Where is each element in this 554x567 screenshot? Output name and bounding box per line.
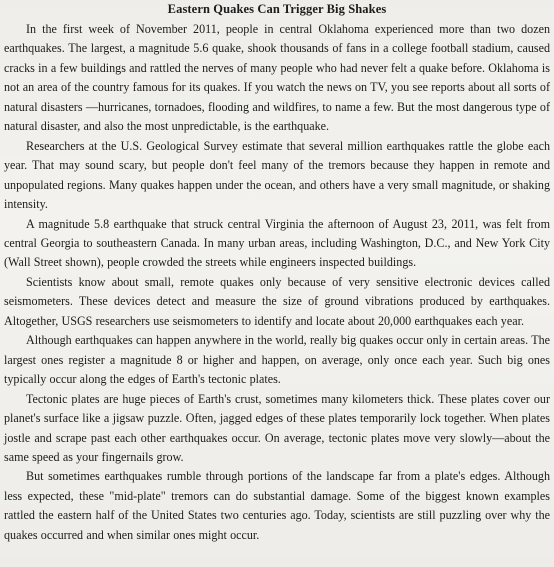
paragraph-big-quakes: Although earthquakes can happen anywhere in the world, really big quakes occur only in certain areas. The largest ones register a magnitude 8 or higher and happen, on average, only once each year. Such big ones typically occur along the edges of Earth's tectonic plates. bbox=[4, 333, 550, 387]
article-title: Eastern Quakes Can Trigger Big Shakes bbox=[167, 2, 387, 16]
paragraph-oklahoma-quakes: In the first week of November 2011, people in central Oklahoma experienced more than two dozen earthquakes. The largest, a magnitude 5.6 quake, shook thousands of fans in a college football stadium, caused cracks in a few buildings and rattled the nerves of many people who had never felt a quake before. Oklahoma is not an area of the country famous for its quakes. If you watch the news on TV, you see reports about all sorts of natural disasters —hurricanes, tornadoes, flooding and wildfires, to name a few. But the most dangerous type of natural disaster, and also the most unpredictable, is the earthquake. bbox=[4, 22, 550, 134]
paragraph-seismometers: Scientists know about small, remote quakes only because of very sensitive electronic devices called seismometers. These devices detect and measure the size of ground vibrations produced by earthquakes. Altogether, USGS researchers use seismometers to identify and locate about 20,000 earthquakes each year. bbox=[4, 274, 550, 328]
paragraph-virginia-quake: A magnitude 5.8 earthquake that struck central Virginia the afternoon of August 23, 2011, was felt from central Georgia to southeastern Canada. In many urban areas, including Washington, D.C., and New York City (Wall Street shown), people crowded the streets while engineers inspected buildings. bbox=[4, 216, 550, 270]
paragraph-tectonic-plates: Tectonic plates are huge pieces of Earth's crust, sometimes many kilometers thick. These plates cover our planet's surface like a jigsaw puzzle. Often, jagged edges of these plates temporarily lock together. When plates jostle and scrape past each other earthquakes occur. On average, tectonic plates move very slowly—about the same speed as your fingernails grow. bbox=[4, 391, 550, 464]
paragraph-usgs-estimate: Researchers at the U.S. Geological Survey estimate that several million earthquakes rattle the globe each year. That may sound scary, but people don't feel many of the tremors because they happen in remote and unpopulated regions. Many quakes happen under the ocean, and others have a very small magnitude, or shaking intensity. bbox=[4, 138, 550, 212]
paragraph-mid-plate-tremors: But sometimes earthquakes rumble through portions of the landscape far from a plate's edges. Although less expected, these "mid-plate" tremors can do substantial damage. Some of the biggest known examples rattled the eastern half of the United States two centuries ago. Today, scientists are still puzzling over why the quakes occurred and when similar ones might occur. bbox=[4, 469, 550, 542]
